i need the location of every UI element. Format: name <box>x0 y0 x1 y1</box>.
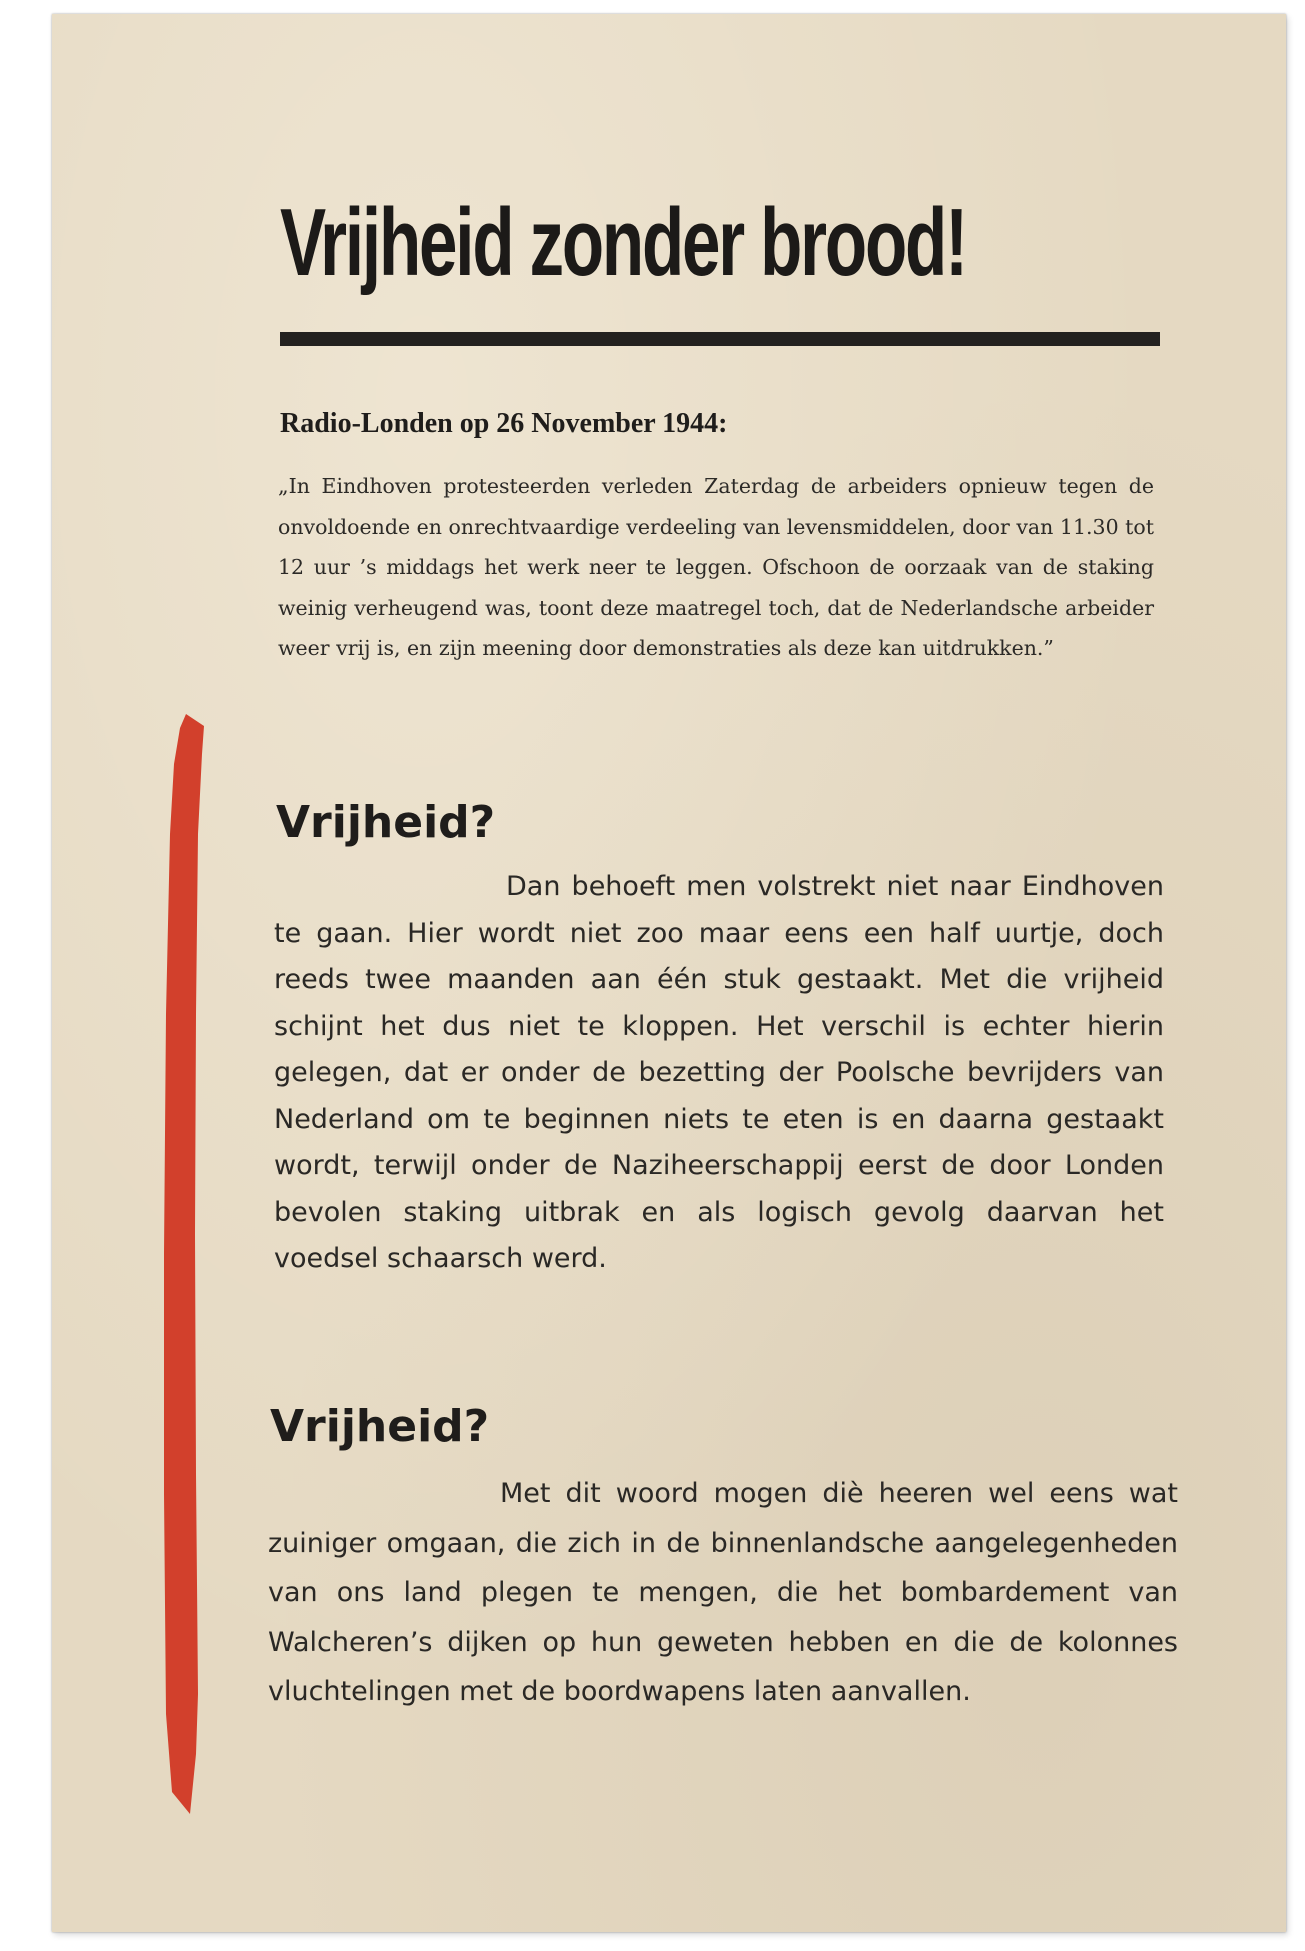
section-1-heading: Vrijheid? <box>276 796 496 848</box>
headline: Vrijheid zonder brood! <box>280 189 966 296</box>
radio-london-heading: Radio-Londen op 26 November 1944: <box>280 408 728 439</box>
radio-quote: „In Eindhoven protesteerden verleden Zaterdag de arbeiders opnieuw tegen de onvoldoende en onrechtvaardige verdeeling van levensmiddelen, door van 11.30 tot 12 uur ’s middags het werk neer te leggen. Ofschoon de oorzaak van de staking weinig verheugend was, toont deze maatregel toch, dat de Nederlandsche arbeider weer vrij is, en zijn meening door demonstraties als deze kan uitdrukken.” <box>278 474 1154 661</box>
red-stroke-mark <box>150 714 220 1814</box>
headline-rule <box>280 332 1160 346</box>
section-2-body: Met dit woord mogen diè heeren wel eens wat zuiniger omgaan, die zich in de binnenlandsche aangelegenheden van ons land plegen te mengen, die het bombardement van Walcheren’s dijken op hun geweten hebben en die de kolonnes vluchtelingen met de boordwapens laten aanvallen. <box>268 1478 1178 1707</box>
leaflet-page <box>52 14 1286 1932</box>
section-2-heading: Vrijheid? <box>270 1400 490 1452</box>
section-1-body: Dan behoeft men volstrekt niet naar Eindhoven te gaan. Hier wordt niet zoo maar eens een half uurtje, doch reeds twee maanden aan één stuk gestaakt. Met die vrijheid schijnt het dus niet te kloppen. Het verschil is echter hierin gelegen, dat er onder de bezetting der Poolsche bevrijders van Nederland om te beginnen niets te eten is en daarna gestaakt wordt, terwijl onder de Naziheerschappij eerst de door Londen bevolen staking uitbrak en als logisch gevolg daarvan het voedsel schaarsch werd. <box>274 871 1164 1274</box>
